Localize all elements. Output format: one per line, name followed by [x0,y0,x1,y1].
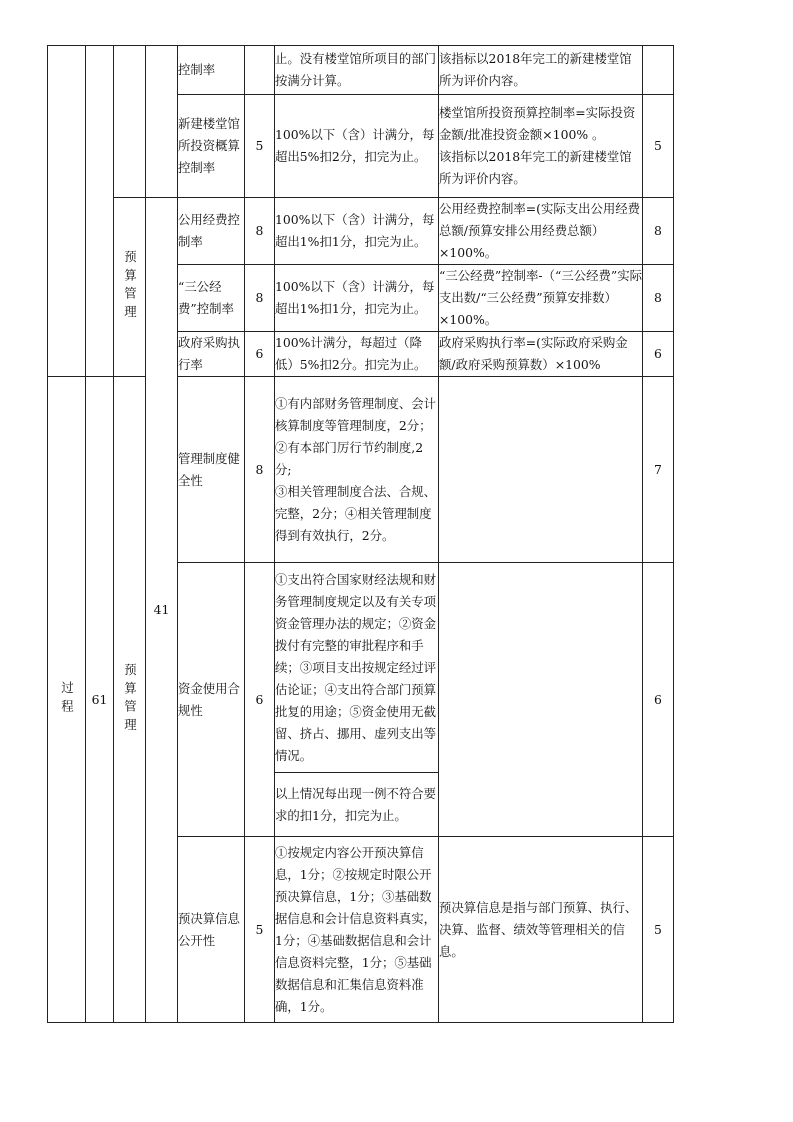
score-cell: 6 [643,332,674,377]
note-cell: 楼堂馆所投资预算控制率=实际投资金额/批准投资金额×100% 。 该指标以2018年完工的新建楼堂馆所为评价内容。 [439,95,643,198]
level2-cell-empty [114,46,146,198]
indicator-cell: 控制率 [178,46,245,95]
note-cell: 政府采购执行率=(实际政府采购金额/政府采购预算数）×100% [439,332,643,377]
score-cell: 5 [643,95,674,198]
score-cell: 7 [643,377,674,563]
weight-cell: 8 [245,377,275,563]
weight-cell: 6 [245,332,275,377]
group-weight-41: 41 [146,198,178,1023]
indicator-cell: 资金使用合规性 [178,563,245,837]
standard-cell: ①支出符合国家财经法规和财务管理制度规定以及有关专项资金管理办法的规定；②资金拨付有完整的审批程序和手续；③项目支出按规定经过评估论证；④支出符合部门预算批复的用途；⑤资金使用无截留、挤占、挪用、虚列支出等情况。 [275,563,439,773]
indicator-cell: 新建楼堂馆所投资概算控制率 [178,95,245,198]
table-row [48,46,674,95]
standard-cell: 止。没有楼堂馆所项目的部门按满分计算。 [275,46,439,95]
note-cell: 预决算信息是指与部门预算、执行、决算、监督、绩效等管理相关的信息。 [439,837,643,1023]
standard-cell: 以上情况每出现一例不符合要求的扣1分，扣完为止。 [275,773,439,837]
indicator-cell: 管理制度健全性 [178,377,245,563]
level1-cell-empty [48,46,86,377]
indicator-cell: 政府采购执行率 [178,332,245,377]
indicator-cell: “三公经费”控制率 [178,265,245,332]
score-cell [643,46,674,95]
score-cell: 6 [643,563,674,837]
weight-cell: 8 [245,198,275,265]
weight-cell: 8 [245,265,275,332]
note-cell [439,563,643,837]
score-cell: 8 [643,198,674,265]
weight-cell [245,46,275,95]
weight-cell: 5 [245,837,275,1023]
weight-cell: 5 [245,95,275,198]
table-row [48,377,674,563]
note-cell: “三公经费”控制率-（“三公经费”实际支出数/“三公经费”预算安排数）×100%。 [439,265,643,332]
standard-cell: ①按规定内容公开预决算信息，1分；②按规定时限公开预决算信息，1分；③基础数据信息和会计信息资料真实，1分；④基础数据信息和会计信息资料完整，1分；⑤基础数据信息和汇集信息资料准确，1分。 [275,837,439,1023]
level1-weight-cell-empty [86,46,114,377]
standard-cell: ①有内部财务管理制度、会计核算制度等管理制度，2分； ②有本部门厉行节约制度,2分; ③相关管理制度合法、合规、完整，2分；④相关管理制度得到有效执行，2分。 [275,377,439,563]
budget-management-group-label-2: 预算管理 [114,377,146,1023]
standard-cell: 100%以下（含）计满分，每超出5%扣2分，扣完为止。 [275,95,439,198]
standard-cell: 100%以下（含）计满分，每超出1%扣1分，扣完为止。 [275,265,439,332]
standard-cell: 100%计满分，每超过（降低）5%扣2分。扣完为止。 [275,332,439,377]
indicator-cell: 预决算信息公开性 [178,837,245,1023]
standard-cell: 100%以下（含）计满分，每超出1%扣1分，扣完为止。 [275,198,439,265]
level2-weight-cell-empty [146,46,178,198]
table-row [48,198,674,265]
process-weight: 61 [86,377,114,1023]
budget-management-group-label: 预算管理 [114,198,146,377]
note-cell: 公用经费控制率=(实际支出公用经费总额/预算安排公用经费总额）×100%。 [439,198,643,265]
evaluation-table [47,45,674,1023]
process-label: 过程 [48,377,86,1023]
indicator-cell: 公用经费控制率 [178,198,245,265]
score-cell: 8 [643,265,674,332]
weight-cell: 6 [245,563,275,837]
score-cell: 5 [643,837,674,1023]
note-cell: 该指标以2018年完工的新建楼堂馆所为评价内容。 [439,46,643,95]
note-cell [439,377,643,563]
